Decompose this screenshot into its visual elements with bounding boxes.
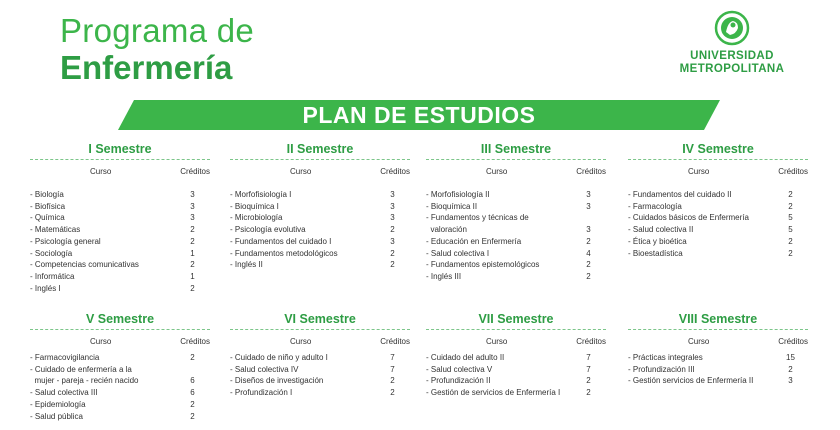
course-credits: 2 bbox=[586, 376, 591, 386]
course-row bbox=[628, 236, 808, 248]
course-name: - Salud colectiva V bbox=[426, 364, 493, 374]
course-credits: 2 bbox=[390, 260, 395, 270]
emblem-icon bbox=[714, 10, 750, 50]
course-row bbox=[426, 364, 606, 376]
course-credits: 2 bbox=[586, 260, 591, 270]
course-row bbox=[426, 352, 606, 364]
course-name: - Epidemiología bbox=[30, 399, 86, 409]
course-row bbox=[628, 352, 808, 364]
semester-divider bbox=[628, 159, 808, 160]
course-name: - Profundización III bbox=[628, 364, 695, 374]
course-row bbox=[30, 248, 210, 260]
column-headers bbox=[30, 167, 210, 181]
course-name: - Morfofisiología I bbox=[230, 190, 292, 199]
semester-block bbox=[426, 142, 606, 283]
course-credits: 2 bbox=[190, 411, 195, 421]
course-row bbox=[628, 364, 808, 376]
credits-column-header: Créditos bbox=[180, 337, 210, 346]
course-column-header: Curso bbox=[486, 337, 508, 346]
column-headers bbox=[30, 337, 210, 351]
course-credits: 7 bbox=[390, 353, 395, 362]
course-name: - Informática bbox=[30, 271, 75, 281]
course-row bbox=[230, 364, 410, 376]
course-credits: 3 bbox=[390, 190, 395, 199]
course-row bbox=[30, 364, 210, 387]
course-row bbox=[230, 352, 410, 364]
course-name: - Inglés III bbox=[426, 271, 462, 281]
column-headers bbox=[426, 337, 606, 351]
course-name: - Cuidado de niño y adulto I bbox=[230, 353, 328, 362]
course-credits: 3 bbox=[390, 236, 395, 246]
course-name: - Bioquímica I bbox=[230, 201, 279, 211]
column-headers bbox=[426, 167, 606, 181]
course-column-header: Curso bbox=[688, 337, 710, 346]
course-row bbox=[30, 399, 210, 411]
course-credits: 2 bbox=[788, 201, 793, 211]
course-row bbox=[230, 212, 410, 224]
course-row bbox=[628, 201, 808, 213]
course-credits: 2 bbox=[390, 248, 395, 258]
course-row bbox=[30, 201, 210, 213]
credits-column-header: Créditos bbox=[180, 167, 210, 176]
course-credits: 3 bbox=[190, 201, 195, 211]
course-row bbox=[230, 224, 410, 236]
course-row bbox=[230, 387, 410, 399]
course-row bbox=[230, 375, 410, 387]
column-headers bbox=[628, 167, 808, 181]
semester-title: VII Semestre bbox=[478, 312, 554, 326]
course-credits: 2 bbox=[586, 271, 591, 281]
program-title-line2: Enfermería bbox=[60, 49, 233, 86]
course-row bbox=[230, 259, 410, 271]
plan-banner bbox=[118, 100, 720, 130]
course-credits: 15 bbox=[786, 353, 795, 362]
course-credits: 2 bbox=[586, 388, 591, 398]
course-credits: 4 bbox=[586, 248, 591, 258]
course-credits: 3 bbox=[788, 376, 793, 386]
semester-title: II Semestre bbox=[286, 142, 354, 156]
course-name: - Inglés II bbox=[230, 260, 263, 270]
course-name: - Salud colectiva III bbox=[30, 388, 98, 398]
course-name: - Profundización I bbox=[230, 388, 293, 398]
semester-title: VIII Semestre bbox=[678, 312, 758, 326]
semester-block bbox=[30, 312, 210, 422]
course-credits: 2 bbox=[788, 190, 793, 199]
semester-title: V Semestre bbox=[85, 312, 155, 326]
course-row bbox=[426, 236, 606, 248]
course-name: - Fundamentos del cuidado I bbox=[230, 236, 332, 246]
course-row bbox=[628, 212, 808, 224]
semester-divider bbox=[230, 329, 410, 330]
course-name: - Fundamentos del cuidado II bbox=[628, 190, 732, 199]
course-row bbox=[628, 224, 808, 236]
course-column-header: Curso bbox=[90, 167, 112, 176]
semester-divider bbox=[426, 329, 606, 330]
semester-block bbox=[30, 142, 210, 294]
course-credits: 5 bbox=[788, 213, 793, 223]
course-credits: 3 bbox=[190, 213, 195, 223]
course-column-header: Curso bbox=[486, 167, 508, 176]
semester-divider bbox=[426, 159, 606, 160]
course-row bbox=[426, 248, 606, 260]
column-headers bbox=[230, 337, 410, 351]
course-credits: 2 bbox=[190, 260, 195, 270]
logo-line2: METROPOLITANA bbox=[679, 63, 785, 75]
course-credits: 1 bbox=[190, 271, 195, 281]
semester-title: I Semestre bbox=[88, 142, 152, 156]
course-row bbox=[30, 212, 210, 224]
course-name: - Biología bbox=[30, 190, 64, 199]
course-name: - Salud colectiva IV bbox=[230, 364, 299, 374]
course-name: - Sociología bbox=[30, 248, 73, 258]
course-name: - Matemáticas bbox=[30, 225, 81, 235]
course-credits: 2 bbox=[190, 283, 195, 293]
logo-line1: UNIVERSIDAD bbox=[690, 50, 774, 62]
course-row bbox=[30, 189, 210, 201]
course-row bbox=[230, 236, 410, 248]
course-row bbox=[30, 411, 210, 423]
course-row bbox=[628, 375, 808, 387]
course-name: - Microbiología bbox=[230, 213, 283, 223]
semester-block bbox=[628, 312, 808, 387]
course-row bbox=[30, 236, 210, 248]
course-name: - Diseños de investigación bbox=[230, 376, 324, 386]
course-name: - Farmacología bbox=[628, 201, 682, 211]
course-name: - Prácticas integrales bbox=[628, 353, 703, 362]
course-credits: 2 bbox=[788, 248, 793, 258]
semester-block bbox=[230, 142, 410, 271]
university-logo bbox=[676, 10, 788, 76]
course-name: - Biofísica bbox=[30, 201, 66, 211]
semester-divider bbox=[30, 159, 210, 160]
course-name: - Salud colectiva II bbox=[628, 225, 694, 235]
credits-column-header: Créditos bbox=[380, 337, 410, 346]
course-name: - Química bbox=[30, 213, 65, 223]
semester-block bbox=[628, 142, 808, 259]
course-credits: 3 bbox=[390, 213, 395, 223]
course-credits: 2 bbox=[390, 388, 395, 398]
course-name: - Morfofisiología II bbox=[426, 190, 490, 199]
course-credits: 7 bbox=[390, 364, 395, 374]
course-credits: 1 bbox=[190, 248, 195, 258]
column-headers bbox=[628, 337, 808, 351]
course-credits: 2 bbox=[586, 236, 591, 246]
course-credits: 2 bbox=[190, 353, 195, 362]
course-credits: 7 bbox=[586, 353, 591, 362]
course-row bbox=[230, 248, 410, 260]
course-credits: 2 bbox=[190, 236, 195, 246]
course-name: - Cuidado de enfermería a la mujer - pareja - recién nacido bbox=[30, 364, 139, 386]
course-row bbox=[230, 201, 410, 213]
course-row bbox=[426, 271, 606, 283]
course-name: - Fundamentos epistemológicos bbox=[426, 260, 540, 270]
course-name: - Bioquímica II bbox=[426, 201, 478, 211]
course-row bbox=[30, 387, 210, 399]
course-credits: 6 bbox=[190, 376, 195, 386]
credits-column-header: Créditos bbox=[778, 167, 808, 176]
semester-divider bbox=[30, 329, 210, 330]
course-name: - Psicología general bbox=[30, 236, 101, 246]
course-credits: 5 bbox=[788, 225, 793, 235]
course-name: - Bioestadística bbox=[628, 248, 683, 258]
course-name: - Gestión de servicios de Enfermería I bbox=[426, 388, 561, 398]
course-credits: 2 bbox=[788, 236, 793, 246]
course-credits: 3 bbox=[190, 190, 195, 199]
course-name: - Inglés I bbox=[30, 283, 61, 293]
course-row bbox=[30, 283, 210, 295]
course-credits: 2 bbox=[390, 225, 395, 235]
column-headers bbox=[230, 167, 410, 181]
course-row bbox=[30, 271, 210, 283]
course-row bbox=[426, 375, 606, 387]
course-name: - Farmacovigilancia bbox=[30, 353, 100, 362]
course-credits: 2 bbox=[788, 364, 793, 374]
course-row bbox=[230, 189, 410, 201]
course-name: - Ética y bioética bbox=[628, 236, 687, 246]
semester-title: III Semestre bbox=[480, 142, 552, 156]
course-row bbox=[426, 212, 606, 235]
course-row bbox=[426, 259, 606, 271]
course-credits: 6 bbox=[190, 388, 195, 398]
course-column-header: Curso bbox=[290, 167, 312, 176]
semester-divider bbox=[230, 159, 410, 160]
course-row bbox=[628, 248, 808, 260]
banner-text: PLAN DE ESTUDIOS bbox=[302, 102, 536, 128]
course-row bbox=[426, 189, 606, 201]
course-row bbox=[30, 259, 210, 271]
course-name: - Fundamentos metodológicos bbox=[230, 248, 338, 258]
course-name: - Fundamentos y técnicas de valoración bbox=[426, 213, 529, 235]
course-name: - Salud colectiva I bbox=[426, 248, 490, 258]
course-column-header: Curso bbox=[290, 337, 312, 346]
credits-column-header: Créditos bbox=[778, 337, 808, 346]
semester-divider bbox=[628, 329, 808, 330]
course-credits: 2 bbox=[190, 225, 195, 235]
course-name: - Competencias comunicativas bbox=[30, 260, 139, 270]
course-credits: 2 bbox=[390, 376, 395, 386]
course-name: - Cuidado del adulto II bbox=[426, 353, 505, 362]
course-column-header: Curso bbox=[90, 337, 112, 346]
course-name: - Educación en Enfermería bbox=[426, 236, 522, 246]
course-row bbox=[30, 224, 210, 236]
semester-block bbox=[230, 312, 410, 399]
semester-block bbox=[426, 312, 606, 399]
course-row bbox=[628, 189, 808, 201]
course-column-header: Curso bbox=[688, 167, 710, 176]
semester-title: VI Semestre bbox=[284, 312, 356, 326]
course-credits: 7 bbox=[586, 364, 591, 374]
credits-column-header: Créditos bbox=[380, 167, 410, 176]
course-credits: 3 bbox=[586, 201, 591, 211]
program-title-line1: Programa de bbox=[60, 12, 255, 49]
semester-title: IV Semestre bbox=[682, 142, 754, 156]
course-row bbox=[30, 352, 210, 364]
course-name: - Gestión servicios de Enfermería II bbox=[628, 376, 754, 386]
course-credits: 3 bbox=[586, 225, 591, 235]
course-name: - Profundización II bbox=[426, 376, 491, 386]
credits-column-header: Créditos bbox=[576, 337, 606, 346]
course-name: - Salud pública bbox=[30, 411, 83, 421]
course-credits: 3 bbox=[390, 201, 395, 211]
course-row bbox=[426, 201, 606, 213]
course-credits: 2 bbox=[190, 399, 195, 409]
course-credits: 3 bbox=[586, 190, 591, 199]
credits-column-header: Créditos bbox=[576, 167, 606, 176]
course-name: - Psicología evolutiva bbox=[230, 225, 306, 235]
course-name: - Cuidados básicos de Enfermería bbox=[628, 213, 749, 223]
course-row bbox=[426, 387, 606, 399]
